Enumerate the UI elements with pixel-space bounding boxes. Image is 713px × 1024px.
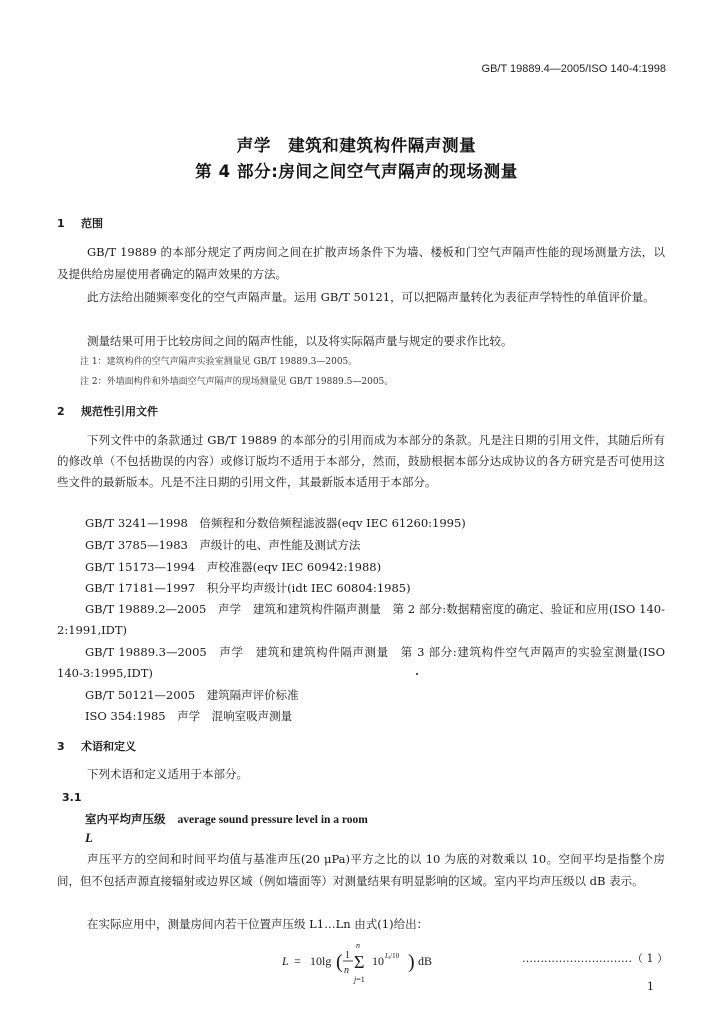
reference-item: GB/T 50121—2005 建筑隔声评价标准: [85, 688, 299, 702]
svg-text:(: (: [336, 951, 343, 973]
section-title: 范围: [81, 217, 103, 230]
svg-text:Σ: Σ: [354, 952, 365, 972]
section-number: 3: [57, 740, 65, 753]
term-chinese: 室内平均声压级: [85, 812, 166, 826]
reference-item: GB/T 15173—1994 声校准器(eqv IEC 60942:1988): [85, 560, 382, 574]
svg-text:L: L: [282, 954, 289, 968]
scope-paragraph-2: 此方法给出随频率变化的空气声隔声量。运用 GB/T 50121，可以把隔声量转化为表征声学特性的单值评价量。: [87, 290, 655, 304]
svg-text:): ): [408, 951, 415, 973]
definitions-intro: 下列术语和定义适用于本部分。: [87, 767, 248, 781]
equation-1: [280, 938, 470, 986]
subsection-3-1-number: 3.1: [62, 791, 82, 804]
reference-item: GB/T 17181—1997 积分平均声级计(idt IEC 60804:1985): [85, 581, 411, 595]
term-definition: 声压平方的空间和时间平均值与基准声压(20 μPa)平方之比的以 10 为底的对数乘以 10。空间平均是指整个房间，但不包括声源直接辐射或边界区域（例如墙面等）对测量结果有明显影响的区域。室内平均声压级以 dB 表示。: [57, 852, 665, 888]
section-title: 规范性引用文件: [81, 405, 158, 418]
reference-item: GB/T 19889.3—2005 声学 建筑和建筑构件隔声测量 第 3 部分:建筑构件空气声隔声的实验室测量(ISO 140-3:1995,IDT): [57, 645, 665, 680]
reference-item: GB/T 3241—1998 倍频程和分数倍频程滤波器(eqv IEC 61260:1995): [85, 516, 466, 530]
svg-text:n: n: [344, 965, 349, 976]
svg-text:10: 10: [372, 954, 384, 968]
scan-speck: [416, 673, 418, 675]
references-intro: 下列文件中的条款通过 GB/T 19889 的本部分的引用而成为本部分的条款。凡是注日期的引用文件，其随后所有的修改单（不包括勘误的内容）或修订版均不适用于本部分，然而，鼓励根据本部分达成协议的各方研究是否可使用这些文件的最新版本。凡是不注日期的引用文件，其最新版本适用于本部分。: [57, 433, 665, 489]
svg-text:j=1: j=1: [354, 975, 365, 984]
leader-dots: …………………………: [522, 952, 632, 965]
section-2-heading: [57, 403, 158, 419]
scope-paragraph-1: GB/T 19889 的本部分规定了两房间之间在扩散声场条件下为墙、楼板和门空气声隔声性能的现场测量方法，以及提供给房屋使用者确定的隔声效果的方法。: [57, 245, 665, 281]
svg-text:1: 1: [345, 950, 350, 961]
scope-paragraph-3: 测量结果可用于比较房间之间的隔声性能，以及将实际隔声量与规定的要求作比较。: [87, 334, 513, 348]
svg-text:n: n: [356, 941, 360, 950]
svg-text:dB: dB: [418, 954, 433, 968]
term-symbol: L: [85, 830, 93, 845]
section-1-heading: [57, 215, 103, 231]
section-number: 1: [57, 217, 65, 230]
page-number: 1: [647, 980, 654, 993]
reference-item: ISO 354:1985 声学 混响室吸声测量: [85, 709, 293, 723]
note-1: 注 1：建筑构件的空气声隔声实验室测量见 GB/T 19889.3—2005。: [80, 357, 358, 367]
svg-text:Lⱼ/10: Lⱼ/10: [385, 952, 400, 960]
section-number: 2: [57, 405, 65, 418]
formula-intro: 在实际应用中，测量房间内若干位置声压级 L1…Ln 由式(1)给出：: [87, 917, 429, 931]
term-english: average sound pressure level in a room: [177, 814, 368, 826]
reference-item: GB/T 3785—1983 声级计的电、声性能及测试方法: [85, 538, 361, 552]
note-2: 注 2：外墙面构件和外墙面空气声隔声的现场测量见 GB/T 19889.5—2005。: [80, 377, 394, 387]
section-title: 术语和定义: [81, 740, 136, 753]
standard-code-header: GB/T 19889.4—2005/ISO 140-4:1998: [481, 63, 666, 75]
title-line-2: 第 4 部分:房间之间空气声隔声的现场测量: [195, 162, 518, 181]
term-heading: [85, 811, 368, 827]
svg-text:10lg: 10lg: [310, 954, 332, 968]
svg-text:=: =: [294, 954, 301, 968]
reference-item: GB/T 19889.2—2005 声学 建筑和建筑构件隔声测量 第 2 部分:数据精密度的确定、验证和应用(ISO 140-2:1991,IDT): [57, 602, 665, 637]
equation-number: [522, 950, 668, 966]
title-line-1: 声学 建筑和建筑构件隔声测量: [236, 136, 477, 155]
equation-label: （ 1 ）: [632, 952, 668, 965]
section-3-heading: [57, 738, 136, 754]
